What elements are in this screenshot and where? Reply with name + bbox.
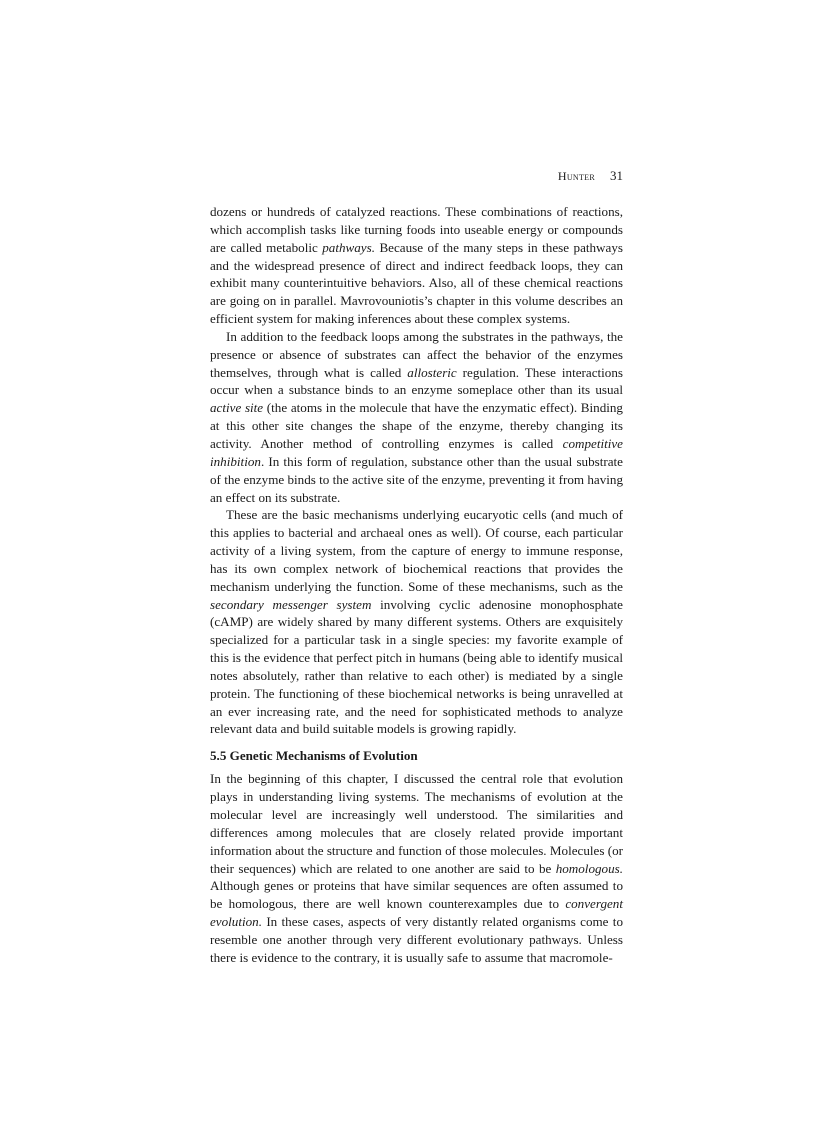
emphasis-convergent-evolution: convergent evolution. bbox=[210, 896, 623, 930]
emphasis-competitive-inhibition: competitive inhibition bbox=[210, 435, 623, 469]
paragraph-3 bbox=[210, 506, 623, 738]
page-number: 31 bbox=[610, 168, 623, 183]
emphasis-pathways: pathways. bbox=[322, 239, 375, 255]
paragraph-text: In addition to the feedback loops among the substrates in the pathways, the presence or absence of substrates can affect the behavior of the enzymes themselves, through what is called bbox=[210, 328, 623, 380]
paragraph-text: In these cases, aspects of very distantly related organisms come to resemble one another through very different evolutionary pathways. Unless there is evidence to the contrary, it is usually safe to assume that macromole- bbox=[210, 914, 623, 965]
paragraph-text: Because of the many steps in these pathways and the widespread presence of direct and indirect feedback loops, they can exhibit many counterintuitive behaviors. Also, all of these chemical reactions are going on in parallel. Mavrovouniotis’s chapter in this volume describes an efficient system for making inferences about these complex systems. bbox=[210, 239, 623, 327]
paragraph-text: regulation. These interactions occur when a substance binds to an enzyme someplace other than its usual bbox=[210, 364, 624, 398]
section-paragraph bbox=[210, 770, 623, 966]
emphasis-active-site: active site bbox=[210, 400, 264, 416]
emphasis-allosteric: allosteric bbox=[407, 364, 457, 380]
section-heading: 5.5 Genetic Mechanisms of Evolution bbox=[210, 748, 418, 764]
paragraph-text: Although genes or proteins that have similar sequences are often assumed to be homologous, there are well known counterexamples due to bbox=[210, 878, 623, 912]
running-head bbox=[210, 168, 623, 184]
paragraph-2 bbox=[210, 328, 623, 506]
paragraph-text: These are the basic mechanisms underlying eucaryotic cells (and much of this applies to bacterial and archaeal ones as well). Of course, each particular activity of a living system, from the capture of energy to immune response, has its own complex network of biochemical reactions that provides the mechanism underlying the function. Some of these mechanisms, such as the bbox=[210, 507, 623, 594]
paragraph-text: . In this form of regulation, substance other than the usual substrate of the enzyme binds to the active site of the enzyme, preventing it from having an effect on its substrate. bbox=[210, 453, 623, 505]
emphasis-homologous: homologous. bbox=[555, 860, 623, 876]
paragraph-text: involving cyclic adenosine monophosphate (cAMP) are widely shared by many different systems. Others are exquisitely specialized for a particular task in a single species: my favorite example of this is the evidence that perfect pitch in humans (being able to identify musical notes absolutely, rather than relative to each other) is mediated by a single protein. The functioning of these biochemical networks is being unravelled at an ever increasing rate, and the need for sophisticated methods to analyze relevant data and build suitable models is growing rapidly. bbox=[210, 596, 623, 737]
paragraph-text: dozens or hundreds of catalyzed reactions. These combinations of reactions, which accomplish tasks like turning foods into useable energy or compounds are called metabolic bbox=[210, 204, 623, 255]
running-head-author: Hunter bbox=[557, 169, 595, 183]
emphasis-secondary-messenger-system: secondary messenger system bbox=[210, 596, 372, 612]
body-text bbox=[210, 203, 623, 967]
paragraph-text: (the atoms in the molecule that have the enzymatic effect). Binding at this other site changes the shape of the enzyme, thereby changing its activity. Another method of controlling enzymes is called bbox=[210, 400, 623, 451]
paragraph-text: In the beginning of this chapter, I discussed the central role that evolution plays in understanding living systems. The mechanisms of evolution at the molecular level are increasingly well understood. The similarities and differences among molecules that are closely related provide important information about the structure and function of those molecules. Molecules (or their sequences) which are related to one another are said to be bbox=[210, 771, 623, 876]
paragraph-1 bbox=[210, 203, 623, 328]
